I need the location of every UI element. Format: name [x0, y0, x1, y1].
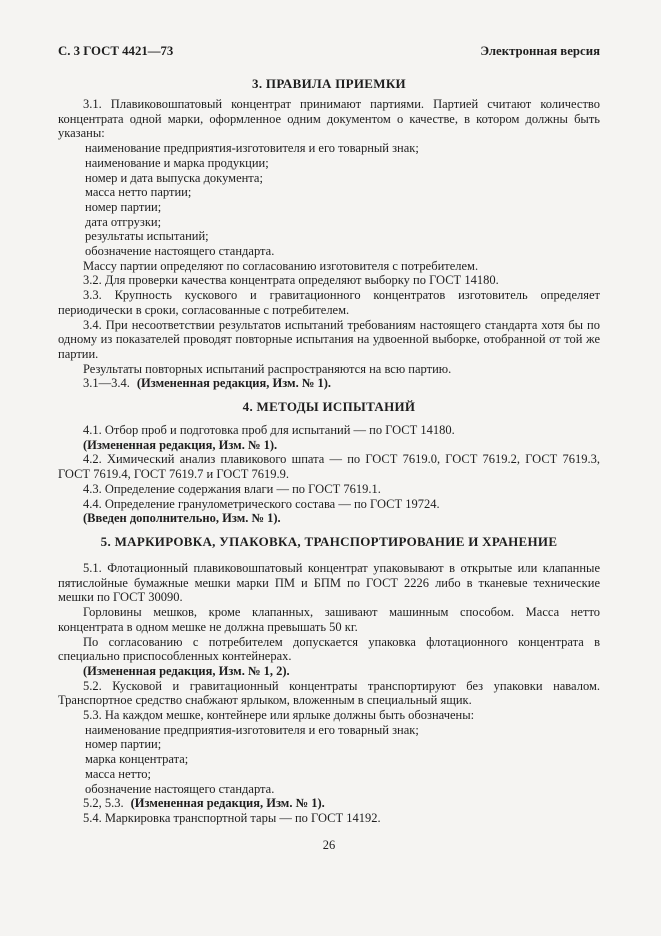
- section-body: [58, 97, 600, 391]
- amendment-note-line: [58, 796, 600, 811]
- paragraph-5-1: 5.1. Флотационный плавиковошпатовый концентрат упаковывают в открытые или клапанные пятислойные бумажные мешки марки ПМ и БПМ по ГОСТ 2226 либо в тканевые технические мешки по ГОСТ 30090.: [58, 560, 600, 605]
- section-test-methods: [58, 399, 600, 526]
- paragraph-5-2: 5.2. Кусковой и гравитационный концентраты транспортируют без упаковки навалом. Транспортное средство снабжают ярлыком, вложенным в специальный ящик.: [58, 678, 600, 708]
- amendment-note: (Введен дополнительно, Изм. № 1).: [83, 511, 281, 526]
- paragraph: По согласованию с потребителем допускается упаковка флотационного концентрата в специально приспособленных контейнерах.: [58, 634, 600, 664]
- paragraph-4-1: 4.1. Отбор проб и подготовка проб для испытаний — по ГОСТ 14180.: [83, 423, 455, 438]
- paragraph-3-1: 3.1. Плавиковошпатовый концентрат принимают партиями. Партией считают количество концентрата одной марки, оформленное одним документом о качестве, в котором должны быть указаны:: [58, 97, 600, 141]
- section-title: 3. ПРАВИЛА ПРИЕМКИ: [252, 76, 406, 91]
- section-title: 4. МЕТОДЫ ИСПЫТАНИЙ: [242, 399, 416, 415]
- paragraph: Горловины мешков, кроме клапанных, зашивают машинным способом. Масса нетто концентрата в одном мешке не должна превышать 50 кг.: [58, 605, 600, 634]
- list-item: номер и дата выпуска документа;: [85, 170, 263, 185]
- clause-range: 3.1—3.4.: [83, 376, 130, 391]
- section-title: 5. МАРКИРОВКА, УПАКОВКА, ТРАНСПОРТИРОВАНИЕ И ХРАНЕНИЕ: [100, 533, 558, 549]
- page-header: [58, 44, 600, 59]
- paragraph-4-2: 4.2. Химический анализ плавикового шпата — по ГОСТ 7619.0, ГОСТ 7619.2, ГОСТ 7619.3, ГОСТ 7619.4, ГОСТ 7619.7 и ГОСТ 7619.9.: [58, 452, 600, 482]
- paragraph-3-4: 3.4. При несоответствии результатов испытаний требованиям настоящего стандарта хотя бы по одному из показателей проводят повторные испытания на удвоенной выборке, отобранной от той же партии.: [58, 317, 600, 361]
- list-item: обозначение настоящего стандарта.: [85, 781, 275, 796]
- section-marking-packing-transport-storage: [58, 534, 600, 826]
- amendment-note: (Измененная редакция, Изм. № 1).: [83, 437, 278, 452]
- header-version-label: Электронная версия: [480, 44, 600, 58]
- amendment-note: (Измененная редакция, Изм. № 1, 2).: [83, 663, 290, 678]
- paragraph-3-3: 3.3. Крупность кускового и гравитационного концентратов изготовитель определяет периодически в сроки, согласованные с потребителем.: [58, 288, 600, 317]
- list-item: марка концентрата;: [85, 752, 189, 767]
- paragraph: Результаты повторных испытаний распространяются на всю партию.: [83, 361, 452, 376]
- list-item: номер партии;: [85, 737, 162, 752]
- section-body: [58, 561, 600, 826]
- section-body: [58, 423, 600, 526]
- paragraph-5-4: 5.4. Маркировка транспортной тары — по ГОСТ 14192.: [83, 810, 381, 825]
- paragraph-3-2: 3.2. Для проверки качества концентрата определяют выборку по ГОСТ 14180.: [83, 273, 499, 288]
- section-acceptance-rules: [58, 76, 600, 391]
- clause-range: 5.2, 5.3.: [83, 796, 124, 811]
- paragraph-4-4: 4.4. Определение гранулометрического состава — по ГОСТ 19724.: [83, 496, 440, 511]
- list-item: масса нетто;: [85, 766, 152, 781]
- header-doc-reference: С. 3 ГОСТ 4421—73: [58, 44, 174, 58]
- amendment-note: (Измененная редакция, Изм. № 1).: [136, 376, 332, 391]
- amendment-note: (Измененная редакция, Изм. № 1).: [130, 796, 325, 811]
- paragraph: Массу партии определяют по согласованию изготовителя с потребителем.: [83, 258, 479, 273]
- paragraph-5-3: 5.3. На каждом мешке, контейнере или ярлыке должны быть обозначены:: [83, 708, 475, 723]
- list-item: наименование предприятия-изготовителя и его товарный знак;: [85, 141, 419, 156]
- list-item: масса нетто партии;: [85, 185, 192, 200]
- page-number: 26: [322, 837, 336, 852]
- list-item: наименование и марка продукции;: [85, 155, 269, 170]
- list-item: наименование предприятия-изготовителя и его товарный знак;: [85, 722, 419, 737]
- amendment-note-line: [58, 376, 600, 391]
- list-item: дата отгрузки;: [85, 214, 162, 229]
- paragraph-4-3: 4.3. Определение содержания влаги — по ГОСТ 7619.1.: [83, 481, 381, 496]
- list-item: результаты испытаний;: [85, 229, 209, 244]
- list-item: номер партии;: [85, 199, 162, 214]
- page-footer: [58, 838, 600, 853]
- list-item: обозначение настоящего стандарта.: [85, 244, 275, 259]
